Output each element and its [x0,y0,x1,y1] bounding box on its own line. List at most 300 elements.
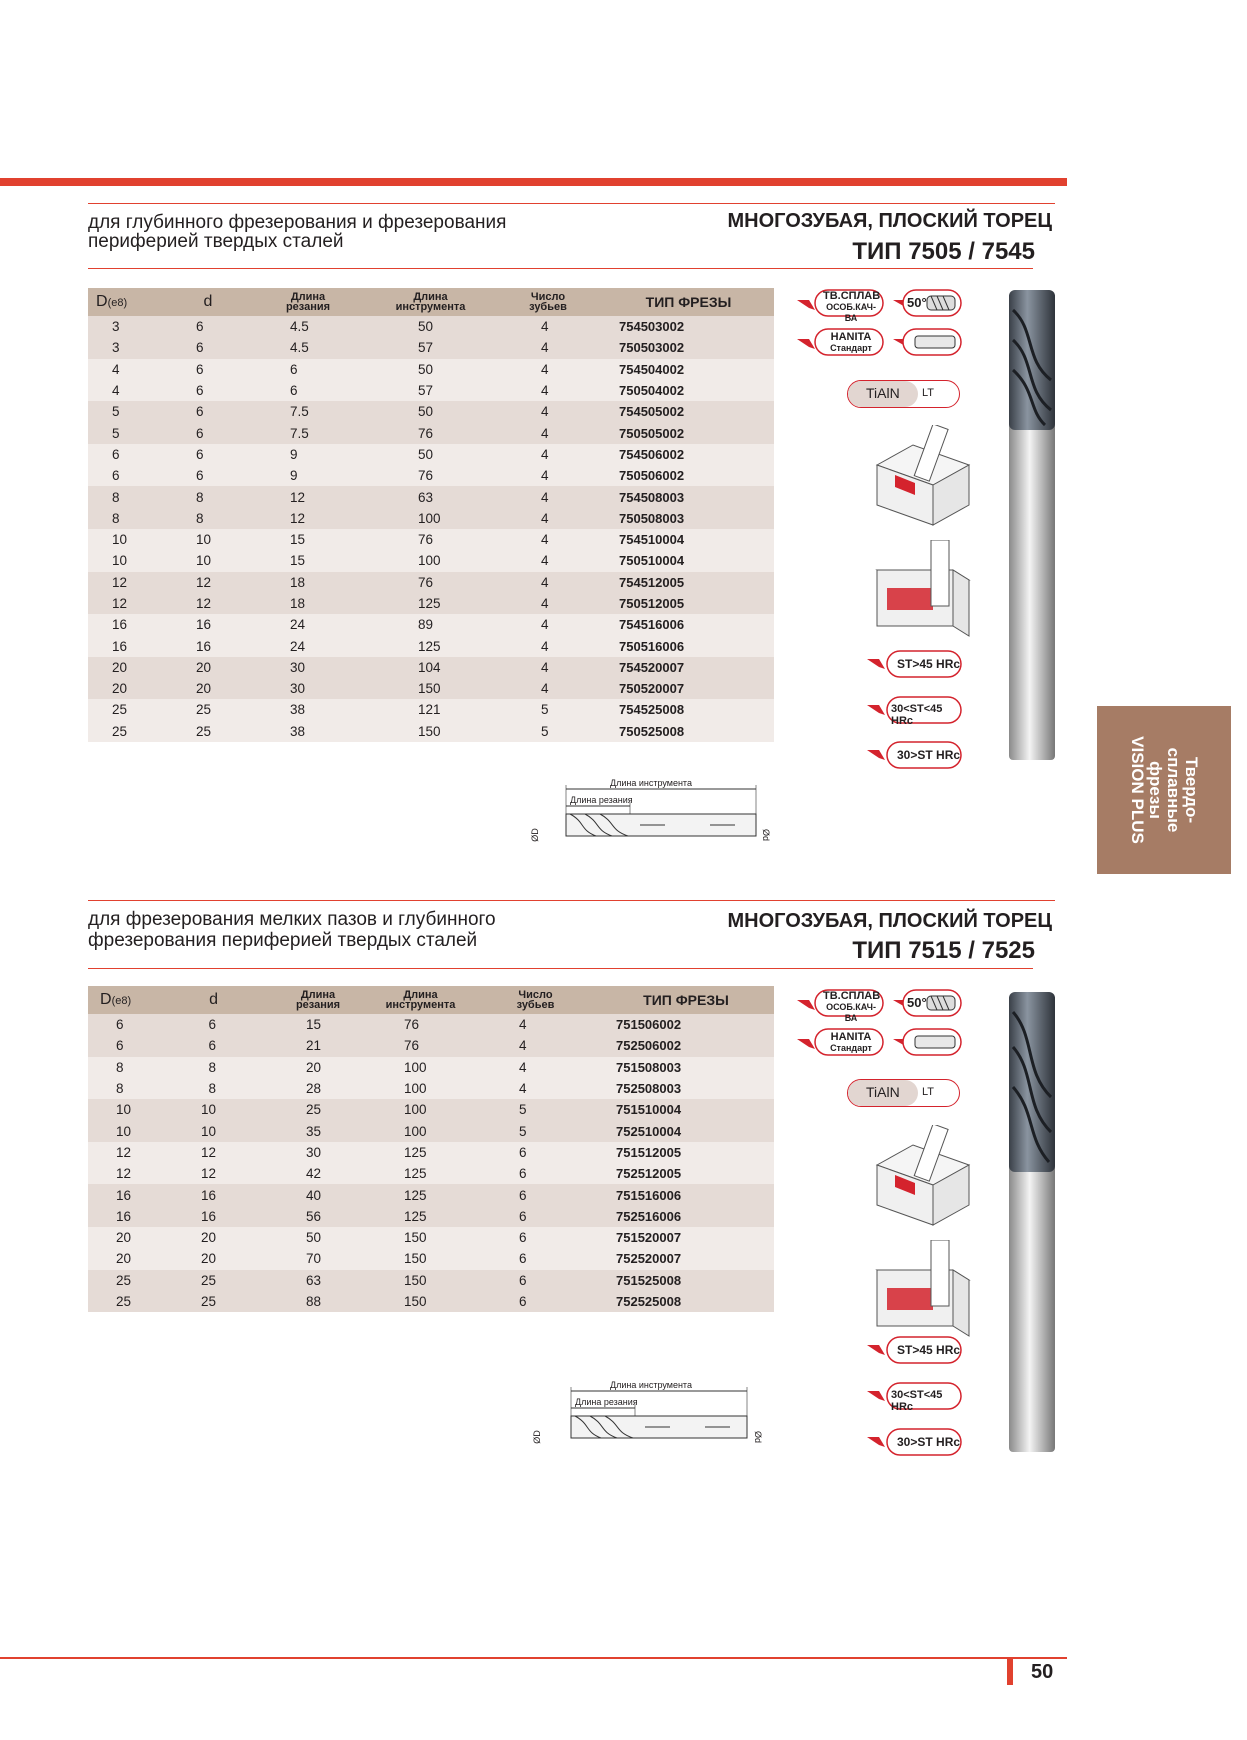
cell-teeth: 4 [493,401,603,422]
cell-cutter-code: 752516006 [598,1206,774,1227]
cell-cut-length: 24 [248,635,368,656]
cell-d: 25 [168,721,248,742]
cell-tool-length: 50 [368,444,493,465]
tool-length-label: Длина инструмента [610,1380,692,1390]
table-row [88,1248,774,1269]
cell-d: 6 [168,444,248,465]
col-d: d [168,288,248,316]
material-label-2: ОСОБ.КАЧ-ВА [826,302,876,323]
cell-D: 8 [88,1078,178,1099]
cell-cutter-code: 752520007 [598,1248,774,1269]
cell-cutter-code: 750504002 [603,380,774,401]
cell-teeth: 6 [473,1291,598,1312]
top-accent-bar [0,178,1067,186]
table-row [88,1099,774,1120]
cell-teeth: 4 [493,465,603,486]
cell-tool-length: 100 [368,1099,473,1120]
plain-shank-icon [893,327,963,357]
cell-D: 4 [88,359,168,380]
col-tool-length: Длина инструмента [368,288,493,316]
end-mill-photo-icon [1005,992,1061,1462]
cell-cutter-code: 752512005 [598,1163,774,1184]
deep-milling-illustration-icon [873,1125,973,1235]
cell-cutter-code: 754503002 [603,316,774,337]
table-row [88,1014,774,1035]
shank-badge [893,327,963,357]
cell-d: 12 [168,572,248,593]
cell-cut-length: 30 [248,678,368,699]
section1-bottom-rule [88,268,1033,269]
cell-teeth: 4 [473,1057,598,1078]
cell-D: 6 [88,1014,178,1035]
cell-D: 10 [88,1099,178,1120]
cell-cut-length: 35 [268,1120,368,1141]
cell-tool-length: 150 [368,1227,473,1248]
cell-teeth: 6 [473,1248,598,1269]
end-mill-photo-icon [1005,290,1061,770]
side-category-label: Твердо- сплавные фрезы VISION PLUS [1128,736,1201,844]
cell-cutter-code: 750503002 [603,337,774,358]
cell-d: 6 [168,380,248,401]
cell-teeth: 4 [493,422,603,443]
tool-length-label: Длина инструмента [610,778,692,788]
cell-D: 16 [88,635,168,656]
material-badge [795,288,885,323]
section2-spec-table [88,986,774,1312]
section2-subtitle-line1: для фрезерования мелких пазов и глубинного [88,909,496,930]
table-row [88,380,774,401]
cell-tool-length: 150 [368,1248,473,1269]
col-teeth: Число зубьев [493,288,603,316]
cell-d: 10 [178,1120,268,1141]
cell-tool-length: 76 [368,465,493,486]
cell-cut-length: 50 [268,1227,368,1248]
cell-tool-length: 100 [368,550,493,571]
coating-suffix: LT [922,1086,935,1098]
hanita-label-2: Стандарт [830,343,872,353]
section1-type: ТИП 7505 / 7545 [852,238,1035,265]
cell-teeth: 4 [473,1035,598,1056]
cell-teeth: 4 [493,678,603,699]
hrc-badge-6 [867,1427,963,1457]
table-row [88,1227,774,1248]
cell-tool-length: 50 [368,359,493,380]
hrc-label-3: 30>ST HRc [897,748,961,762]
table-row [88,721,774,742]
cell-tool-length: 63 [368,486,493,507]
cell-cutter-code: 754525008 [603,699,774,720]
cell-cutter-code: 754504002 [603,359,774,380]
cell-D: 12 [88,1163,178,1184]
cell-cut-length: 9 [248,444,368,465]
cell-cut-length: 25 [268,1099,368,1120]
cell-tool-length: 150 [368,1270,473,1291]
table-row [88,699,774,720]
hanita-label-1: HANITA [830,1031,872,1043]
cell-d: 12 [168,593,248,614]
deep-milling-illustration-icon [873,425,973,535]
cell-D: 20 [88,1227,178,1248]
table-row [88,614,774,635]
coating-badge-2 [847,1079,960,1107]
cell-cutter-code: 754506002 [603,444,774,465]
cell-cutter-code: 754516006 [603,614,774,635]
cell-tool-length: 89 [368,614,493,635]
cell-D: 16 [88,614,168,635]
slot-milling-illustration-icon [873,1240,973,1340]
coating-badge [847,380,960,408]
cell-cutter-code: 751506002 [598,1014,774,1035]
cell-teeth: 6 [473,1270,598,1291]
cell-d: 6 [168,465,248,486]
cell-d: 6 [178,1014,268,1035]
cell-d: 10 [178,1099,268,1120]
hanita-label-2: Стандарт [830,1043,872,1053]
cell-cutter-code: 754510004 [603,529,774,550]
helix-icon [893,288,963,318]
table-row [88,1163,774,1184]
cell-cutter-code: 750512005 [603,593,774,614]
cell-cut-length: 38 [248,699,368,720]
cell-D: 8 [88,508,168,529]
hrc-badge-5 [867,1381,963,1411]
table-row [88,401,774,422]
cell-D: 16 [88,1184,178,1205]
cell-cut-length: 28 [268,1078,368,1099]
cell-tool-length: 104 [368,657,493,678]
cell-D: 20 [88,678,168,699]
cell-teeth: 4 [493,529,603,550]
material-badge-2 [795,988,885,1023]
cell-D: 12 [88,593,168,614]
cut-length-label: Длина резания [575,1397,638,1407]
cell-cutter-code: 751520007 [598,1227,774,1248]
cell-teeth: 4 [493,657,603,678]
slot-milling-illustration-icon [873,540,973,640]
cell-teeth: 4 [493,572,603,593]
cell-cut-length: 4.5 [248,316,368,337]
col-tool-length: Длина инструмента [368,986,473,1014]
cell-cut-length: 15 [248,529,368,550]
cut-length-label: Длина резания [570,795,633,805]
cell-cut-length: 56 [268,1206,368,1227]
shank-badge-2 [893,1027,963,1057]
coating-label: TiAlN [866,385,900,401]
cell-d: 20 [178,1227,268,1248]
cell-teeth: 6 [473,1184,598,1205]
cell-cutter-code: 750506002 [603,465,774,486]
section1-subtitle-line2: периферией твердых сталей [88,231,344,252]
cell-D: 6 [88,465,168,486]
hanita-label-1: HANITA [830,331,872,343]
cell-cut-length: 15 [268,1014,368,1035]
cell-teeth: 4 [493,337,603,358]
cell-teeth: 6 [473,1227,598,1248]
col-cutter-type: ТИП ФРЕЗЫ [598,986,774,1014]
helix-angle: 50° [907,295,927,310]
cell-cut-length: 20 [268,1057,368,1078]
cell-D: 10 [88,1120,178,1141]
table-row [88,678,774,699]
cell-d: 6 [168,422,248,443]
footer-rule [0,1657,1067,1659]
cell-D: 4 [88,380,168,401]
cell-teeth: 4 [473,1014,598,1035]
cell-cutter-code: 751512005 [598,1142,774,1163]
cell-cutter-code: 754512005 [603,572,774,593]
cell-D: 16 [88,1206,178,1227]
table-row [88,529,774,550]
cell-cutter-code: 750516006 [603,635,774,656]
cell-cutter-code: 751510004 [598,1099,774,1120]
cell-teeth: 4 [473,1078,598,1099]
col-cutter-type: ТИП ФРЕЗЫ [603,288,774,316]
cell-tool-length: 125 [368,1163,473,1184]
cell-teeth: 4 [493,359,603,380]
cell-d: 25 [178,1270,268,1291]
table-row [88,1291,774,1312]
cell-D: 5 [88,422,168,443]
cell-D: 25 [88,1270,178,1291]
table-row [88,572,774,593]
cell-teeth: 4 [493,316,603,337]
cell-tool-length: 125 [368,593,493,614]
hrc-badge-4 [867,1335,963,1365]
cell-d: 6 [168,359,248,380]
cell-cutter-code: 754505002 [603,401,774,422]
cell-teeth: 4 [493,635,603,656]
cell-d: 12 [178,1142,268,1163]
cell-tool-length: 100 [368,1078,473,1099]
table-row [88,508,774,529]
cell-D: 20 [88,657,168,678]
cell-teeth: 6 [473,1206,598,1227]
cell-d: 20 [178,1248,268,1269]
cell-D: 5 [88,401,168,422]
cell-cut-length: 6 [248,359,368,380]
cell-teeth: 5 [473,1120,598,1141]
hrc-badge-1 [867,649,963,679]
cell-cut-length: 12 [248,508,368,529]
hanita-badge [795,327,885,357]
material-label-1: ТВ.СПЛАВ [823,990,881,1002]
material-label-2: ОСОБ.КАЧ-ВА [826,1002,876,1023]
hrc-badge-2 [867,695,963,725]
section1-title: МНОГОЗУБАЯ, ПЛОСКИЙ ТОРЕЦ [727,210,1052,232]
cell-tool-length: 50 [368,401,493,422]
cell-cutter-code: 750525008 [603,721,774,742]
cell-cut-length: 7.5 [248,401,368,422]
cell-tool-length: 76 [368,529,493,550]
cell-d: 6 [178,1035,268,1056]
table-row [88,422,774,443]
table-row [88,635,774,656]
cell-teeth: 4 [493,380,603,401]
cell-d: 16 [178,1184,268,1205]
table-row [88,316,774,337]
cell-cut-length: 15 [248,550,368,571]
hanita-badge-2 [795,1027,885,1057]
cell-teeth: 4 [493,486,603,507]
col-teeth: Число зубьев [473,986,598,1014]
cell-tool-length: 100 [368,508,493,529]
cell-D: 12 [88,572,168,593]
hrc-label-3: 30>ST HRc [897,1435,961,1449]
cell-tool-length: 76 [368,1014,473,1035]
cell-d: 16 [168,614,248,635]
helix-badge [893,288,963,318]
material-label-1: ТВ.СПЛАВ [823,290,881,302]
cell-teeth: 4 [493,508,603,529]
table-row [88,593,774,614]
cell-teeth: 5 [473,1099,598,1120]
cell-tool-length: 100 [368,1120,473,1141]
cell-teeth: 4 [493,614,603,635]
cell-tool-length: 125 [368,1184,473,1205]
helix-angle: 50° [907,995,927,1010]
table-row [88,486,774,507]
cell-tool-length: 125 [368,1206,473,1227]
hrc-label-1: ST>45 HRc [897,1343,961,1357]
cell-d: 8 [168,486,248,507]
col-D: D(e8) [88,288,168,316]
helix-badge-2 [893,988,963,1018]
cell-tool-length: 150 [368,678,493,699]
table-row [88,359,774,380]
cell-D: 10 [88,550,168,571]
cell-tool-length: 76 [368,422,493,443]
cell-D: 25 [88,721,168,742]
col-D: D(e8) [88,986,178,1014]
col-cut-length: Длина резания [268,986,368,1014]
cell-cutter-code: 750520007 [603,678,774,699]
cell-D: 8 [88,486,168,507]
cell-d: 6 [168,316,248,337]
cell-d: 16 [178,1206,268,1227]
cell-cut-length: 4.5 [248,337,368,358]
cell-cut-length: 18 [248,593,368,614]
cell-cut-length: 38 [248,721,368,742]
cell-D: 25 [88,1291,178,1312]
cell-tool-length: 50 [368,316,493,337]
cell-d: 6 [168,401,248,422]
dia-d-label: Ød [761,828,772,842]
cell-cutter-code: 751508003 [598,1057,774,1078]
cell-cut-length: 7.5 [248,422,368,443]
cell-tool-length: 76 [368,1035,473,1056]
cell-D: 12 [88,1142,178,1163]
cell-cutter-code: 752508003 [598,1078,774,1099]
dia-D-label: ØD [531,1430,542,1444]
cell-tool-length: 57 [368,380,493,401]
cell-d: 20 [168,678,248,699]
cell-cut-length: 40 [268,1184,368,1205]
cell-tool-length: 125 [368,635,493,656]
cell-d: 12 [178,1163,268,1184]
cell-tool-length: 150 [368,1291,473,1312]
table-row [88,550,774,571]
section2-top-rule [88,900,1055,901]
section2-bottom-rule [88,968,1033,969]
cell-tool-length: 57 [368,337,493,358]
cell-d: 8 [178,1057,268,1078]
section2-subtitle-line2: фрезерования периферией твердых сталей [88,930,478,951]
cell-d: 16 [168,635,248,656]
cell-cut-length: 12 [248,486,368,507]
dia-D-label: ØD [529,828,540,842]
table-row [88,657,774,678]
cell-D: 6 [88,1035,178,1056]
footer-marker [1007,1657,1013,1685]
cell-cutter-code: 751525008 [598,1270,774,1291]
table-row [88,1057,774,1078]
cell-d: 10 [168,529,248,550]
cell-D: 6 [88,444,168,465]
cell-D: 10 [88,529,168,550]
helix-icon [893,988,963,1018]
cell-cut-length: 70 [268,1248,368,1269]
cell-cut-length: 24 [248,614,368,635]
table-row [88,1184,774,1205]
cell-cutter-code: 750510004 [603,550,774,571]
cell-D: 8 [88,1057,178,1078]
section1-top-rule [88,203,1055,204]
cell-teeth: 4 [493,550,603,571]
hrc-label-1: ST>45 HRc [897,657,961,671]
table-row [88,1206,774,1227]
table-row [88,1270,774,1291]
section1-subtitle-line1: для глубинного фрезерования и фрезерования [88,212,507,233]
cell-d: 8 [178,1078,268,1099]
cell-d: 6 [168,337,248,358]
side-category-tab [1097,706,1231,874]
cell-cut-length: 30 [268,1142,368,1163]
cell-d: 8 [168,508,248,529]
cell-teeth: 4 [493,444,603,465]
page-number: 50 [1031,1661,1054,1683]
cell-teeth: 4 [493,593,603,614]
cell-cut-length: 6 [248,380,368,401]
cell-tool-length: 150 [368,721,493,742]
section1-spec-table [88,288,774,742]
col-cut-length: Длина резания [248,288,368,316]
cell-cutter-code: 750508003 [603,508,774,529]
cell-cut-length: 18 [248,572,368,593]
dia-d-label: Ød [753,1430,764,1444]
cell-cutter-code: 752510004 [598,1120,774,1141]
hrc-label-2: 30<ST<45 HRc [891,703,943,727]
section2-title: МНОГОЗУБАЯ, ПЛОСКИЙ ТОРЕЦ [727,910,1052,932]
cell-teeth: 6 [473,1163,598,1184]
coating-label: TiAlN [866,1084,900,1100]
cell-cutter-code: 752525008 [598,1291,774,1312]
col-d: d [178,986,268,1014]
hrc-badge-3 [867,740,963,770]
cell-tool-length: 125 [368,1142,473,1163]
cell-tool-length: 121 [368,699,493,720]
cell-D: 25 [88,699,168,720]
cell-D: 20 [88,1248,178,1269]
plain-shank-icon [893,1027,963,1057]
cell-cut-length: 63 [268,1270,368,1291]
table-row [88,444,774,465]
cell-cutter-code: 752506002 [598,1035,774,1056]
table-row [88,1035,774,1056]
table-row [88,1120,774,1141]
cell-d: 25 [168,699,248,720]
cell-d: 25 [178,1291,268,1312]
cell-cut-length: 21 [268,1035,368,1056]
